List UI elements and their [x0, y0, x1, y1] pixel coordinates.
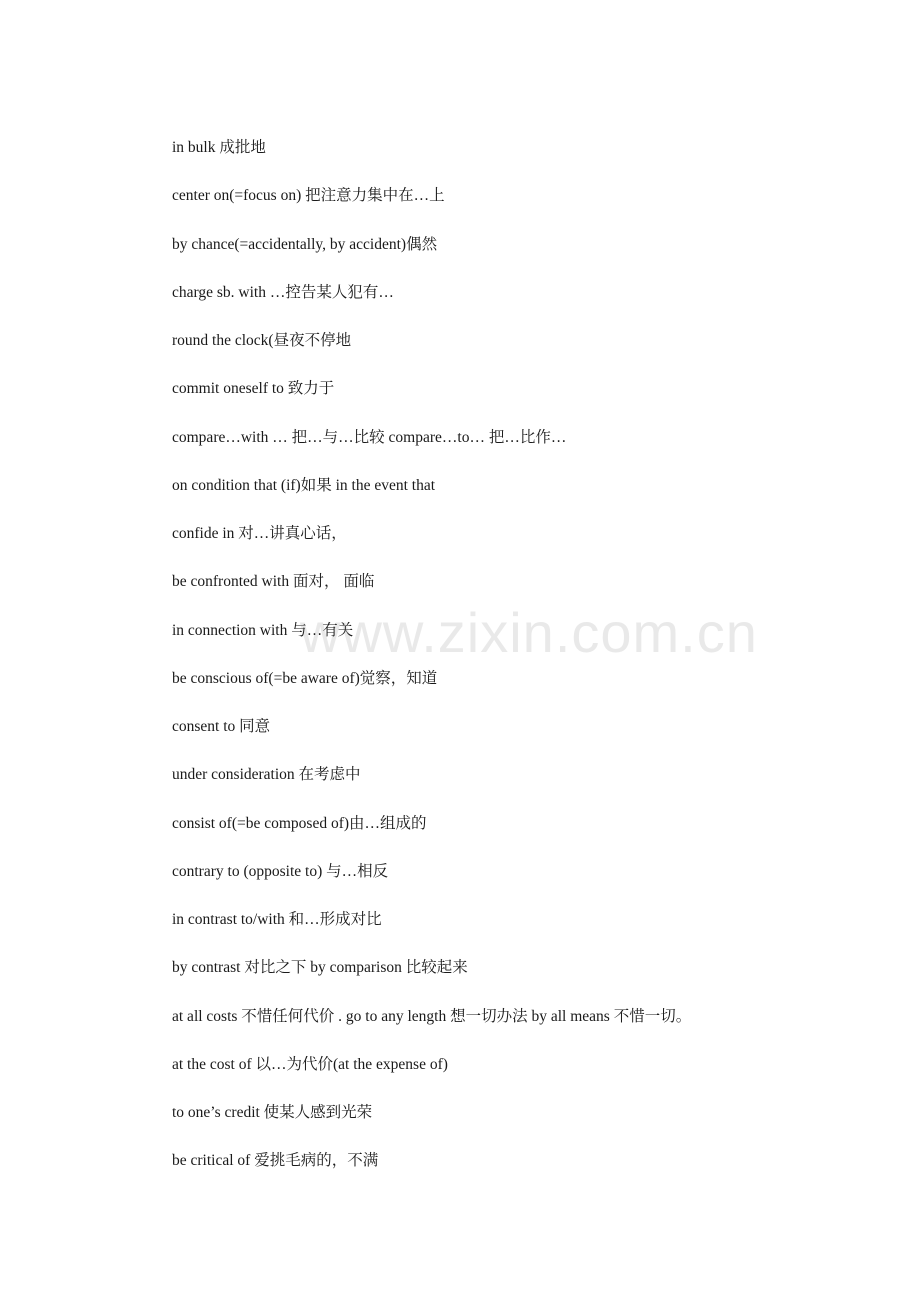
phrase-line: charge sb. with …控告某人犯有… — [172, 283, 394, 301]
phrase-line: in contrast to/with 和…形成对比 — [172, 911, 382, 928]
phrase-line: by contrast 对比之下 by comparison 比较起来 — [172, 959, 468, 977]
phrase-list — [172, 136, 892, 1198]
phrase-line: at the cost of 以…为代价(at the expense of) — [172, 1055, 448, 1073]
phrase-line: consent to 同意 — [172, 718, 271, 735]
phrase-line: on condition that (if)如果 in the event that — [172, 476, 436, 494]
phrase-line: commit oneself to 致力于 — [172, 380, 335, 398]
phrase-line: contrary to (opposite to) 与…相反 — [172, 862, 389, 880]
phrase-line: be conscious of(=be aware of)觉察，知道 — [172, 669, 438, 687]
phrase-line: under consideration 在考虑中 — [172, 766, 361, 784]
watermark: www.zixin.com.cn — [300, 601, 758, 664]
phrase-line: center on(=focus on) 把注意力集中在…上 — [172, 187, 445, 205]
phrase-line: at all costs 不惜任何代价 . go to any length 想一切办法 by all means 不惜一切。 — [172, 1007, 692, 1025]
phrase-line: be critical of 爱挑毛病的，不满 — [172, 1152, 379, 1170]
phrase-line: be confronted with 面对， 面临 — [172, 573, 375, 591]
phrase-line: compare…with … 把…与…比较 compare…to… 把…比作… — [172, 428, 567, 446]
phrase-line: round the clock(昼夜不停地 — [172, 332, 352, 349]
phrase-line: by chance(=accidentally, by accident)偶然 — [172, 235, 438, 253]
phrase-line: confide in 对…讲真心话， — [172, 525, 347, 542]
phrase-line: in bulk 成批地 — [172, 139, 266, 156]
phrase-line: consist of(=be composed of)由…组成的 — [172, 814, 427, 832]
phrase-line: in connection with 与…有关 — [172, 621, 354, 639]
phrase-line: to one’s credit 使某人感到光荣 — [172, 1104, 373, 1121]
